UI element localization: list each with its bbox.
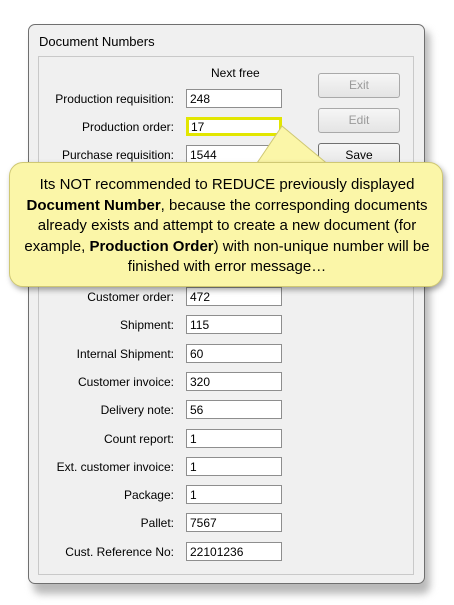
callout-bold-document-number: Document Number: [26, 196, 161, 214]
label-delivery-note: Delivery note:: [100, 403, 174, 417]
count-report-field[interactable]: 1: [186, 429, 282, 448]
internal-shipment-field[interactable]: 60: [186, 344, 282, 363]
label-customer-order: Customer order:: [87, 290, 174, 304]
callout-text-1: Its NOT recommended to REDUCE previously displayed: [39, 176, 415, 193]
label-cust-reference-no: Cust. Reference No:: [65, 545, 174, 559]
save-button[interactable]: Save: [318, 143, 400, 168]
label-production-order: Production order:: [81, 120, 174, 134]
label-pallet: Pallet:: [140, 516, 174, 530]
exit-button[interactable]: Exit: [318, 73, 400, 98]
cust-reference-no-field[interactable]: 22101236: [186, 542, 282, 561]
purchase-requisition-field[interactable]: 1544: [186, 145, 282, 164]
production-order-field[interactable]: 17: [186, 117, 282, 136]
customer-order-field[interactable]: 472: [186, 287, 282, 306]
delivery-note-field[interactable]: 56: [186, 400, 282, 419]
label-ext-customer-invoice: Ext. customer invoice:: [56, 460, 174, 474]
label-shipment: Shipment:: [119, 318, 174, 332]
callout-text-2: , because the corresponding documents already exists and attempt to create a new document (for example,: [24, 196, 428, 255]
label-package: Package:: [123, 488, 174, 502]
label-customer-invoice: Customer invoice:: [77, 375, 174, 389]
window-title: Document Numbers: [39, 34, 155, 49]
package-field[interactable]: 1: [186, 485, 282, 504]
shipment-field[interactable]: 115: [186, 315, 282, 334]
label-production-requisition: Production requisition:: [55, 92, 174, 106]
callout-text: [24, 175, 430, 278]
next-free-header: Next free: [211, 66, 260, 80]
production-requisition-field[interactable]: 248: [186, 89, 282, 108]
label-count-report: Count report:: [103, 432, 174, 446]
customer-invoice-field[interactable]: 320: [186, 372, 282, 391]
callout-bold-production-order: Production Order: [89, 237, 214, 255]
ext-customer-invoice-field[interactable]: 1: [186, 457, 282, 476]
callout-text-3: ) with non-unique number will be finished with error message…: [127, 237, 430, 275]
label-internal-shipment: Internal Shipment:: [76, 347, 174, 361]
pallet-field[interactable]: 7567: [186, 513, 282, 532]
warning-callout: [9, 162, 443, 287]
label-purchase-requisition: Purchase requisition:: [61, 148, 174, 162]
edit-button[interactable]: Edit: [318, 108, 400, 133]
